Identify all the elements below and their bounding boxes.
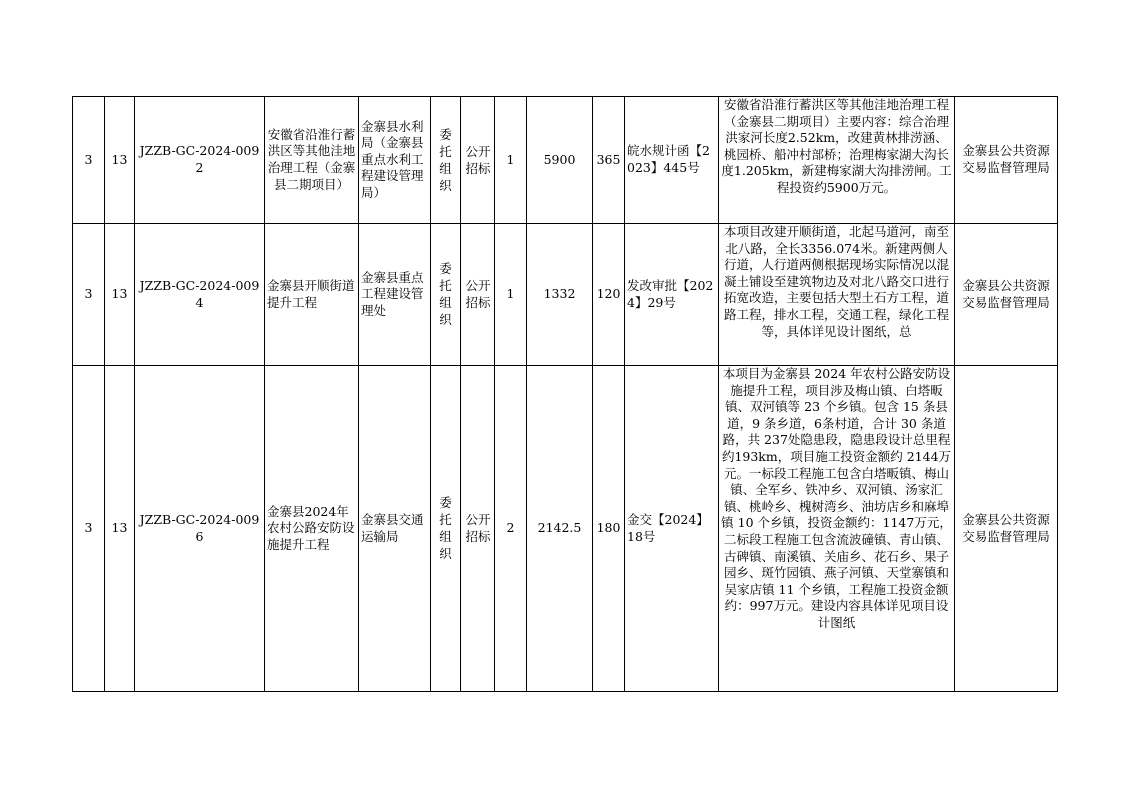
cell-col-b: 13 xyxy=(105,366,135,692)
cell-approval: 发改审批【2024】29号 xyxy=(625,224,719,366)
cell-owner: 金寨县水利局（金寨县重点水利工程建设管理局） xyxy=(359,97,431,224)
cell-col-b: 13 xyxy=(105,97,135,224)
cell-count: 1 xyxy=(495,224,527,366)
cell-col-b: 13 xyxy=(105,224,135,366)
org-mode-text: 委托组织 xyxy=(439,126,452,193)
cell-project-name: 安徽省沿淮行蓄洪区等其他洼地治理工程（金寨县二期项目） xyxy=(265,97,359,224)
org-mode-text: 委托组织 xyxy=(439,495,452,562)
cell-project-name: 金寨县2024年农村公路安防设施提升工程 xyxy=(265,366,359,692)
cell-org-mode xyxy=(431,224,461,366)
bid-mode-text: 公开招标 xyxy=(465,512,491,545)
bid-mode-text: 公开招标 xyxy=(465,278,491,311)
cell-supervisor: 金寨县公共资源交易监督管理局 xyxy=(955,366,1058,692)
table-row xyxy=(73,224,1058,366)
cell-description xyxy=(719,97,955,224)
cell-approval: 皖水规计函【2023】445号 xyxy=(625,97,719,224)
cell-days: 120 xyxy=(593,224,625,366)
cell-org-mode xyxy=(431,97,461,224)
cell-description xyxy=(719,224,955,366)
table-row xyxy=(73,366,1058,692)
cell-count: 2 xyxy=(495,366,527,692)
cell-supervisor: 金寨县公共资源交易监督管理局 xyxy=(955,224,1058,366)
cell-org-mode xyxy=(431,366,461,692)
cell-project-code: JZZB-GC-2024-0096 xyxy=(135,366,265,692)
cell-bid-mode xyxy=(461,97,495,224)
cell-count: 1 xyxy=(495,97,527,224)
cell-bid-mode xyxy=(461,224,495,366)
cell-project-name: 金寨县开顺街道提升工程 xyxy=(265,224,359,366)
org-mode-text: 委托组织 xyxy=(439,261,452,328)
cell-approval: 金交【2024】18号 xyxy=(625,366,719,692)
project-table xyxy=(72,96,1058,692)
description-text: 安徽省沿淮行蓄洪区等其他洼地治理工程（金寨县二期项目）主要内容：综合治理洪家河长度2.52km，改建黄林排涝涵、桃园桥、船冲村部桥；治理梅家湖大沟长度1.205km，新建梅家湖大沟排涝闸。工程投资约5900万元。 xyxy=(721,97,952,195)
cell-col-a: 3 xyxy=(73,224,105,366)
description-text: 本项目为金寨县 2024 年农村公路安防设施提升工程，项目涉及梅山镇、白塔畈镇、双河镇等 23 个乡镇。包含 15 条县道，9 条乡道，6条村道，合计 30 条道路，共 237处隐患段，隐患段设计总里程约193km，项目施工投资金额约 2144万元。一标段工程施工包含白塔畈镇、梅山镇、全军乡、铁冲乡、双河镇、汤家汇镇、桃岭乡、槐树湾乡、油坊店乡和麻埠镇 10 个乡镇，投资金额约：1147万元，二标段工程施工包含流波䃥镇、青山镇、古碑镇、南溪镇、关庙乡、花石乡、果子园乡、斑竹园镇、燕子河镇、天堂寨镇和吴家店镇 11 个乡镇，工程施工投资金额约：997万元。建设内容具体详见项目设计图纸 xyxy=(721,366,952,630)
cell-description xyxy=(719,366,955,692)
cell-project-code: JZZB-GC-2024-0092 xyxy=(135,97,265,224)
cell-col-a: 3 xyxy=(73,366,105,692)
cell-days: 365 xyxy=(593,97,625,224)
description-text: 本项目改建开顺街道，北起马道河，南至北八路，全长3356.074米。新建两侧人行道，人行道两侧根据现场实际情况以混凝土铺设至建筑物边及对北八路交口进行拓宽改造，主要包括大型土石方工程，道路工程，排水工程，交通工程，绿化工程等，具体详见设计图纸，总 xyxy=(723,224,949,339)
cell-col-a: 3 xyxy=(73,97,105,224)
cell-amount: 5900 xyxy=(527,97,593,224)
bid-mode-text: 公开招标 xyxy=(465,143,491,176)
cell-days: 180 xyxy=(593,366,625,692)
table-row xyxy=(73,97,1058,224)
cell-amount: 1332 xyxy=(527,224,593,366)
cell-owner: 金寨县重点工程建设管理处 xyxy=(359,224,431,366)
cell-project-code: JZZB-GC-2024-0094 xyxy=(135,224,265,366)
cell-amount: 2142.5 xyxy=(527,366,593,692)
cell-owner: 金寨县交通运输局 xyxy=(359,366,431,692)
cell-supervisor: 金寨县公共资源交易监督管理局 xyxy=(955,97,1058,224)
cell-bid-mode xyxy=(461,366,495,692)
